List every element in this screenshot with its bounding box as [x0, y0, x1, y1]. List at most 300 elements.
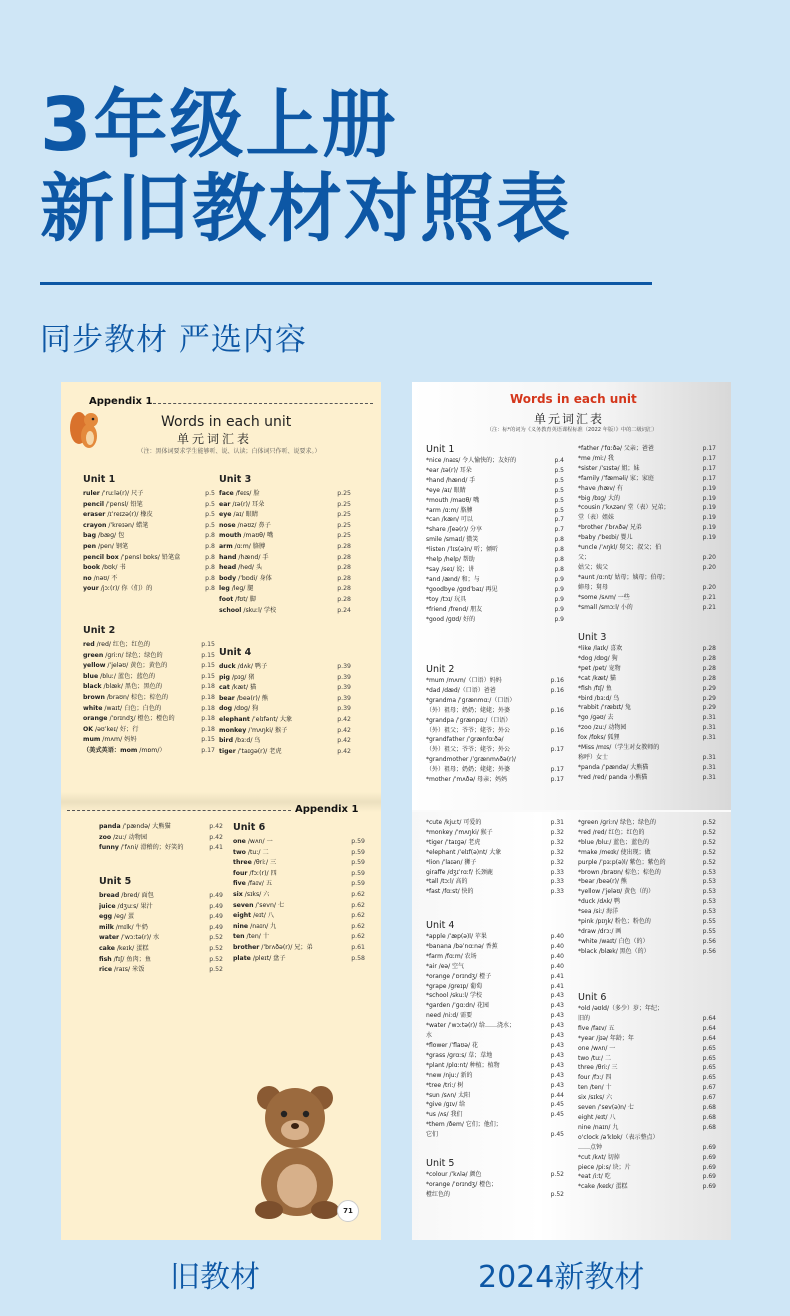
vocab-word: *rabbit /ˈræbɪt/ 兔 [578, 704, 632, 712]
vocab-page: p.55 [702, 927, 716, 935]
vocab-row [578, 1083, 716, 1093]
vocab-row [83, 521, 215, 532]
vocab-row [426, 991, 564, 1001]
vocab-row [578, 533, 716, 543]
vocab-page: p.42 [337, 726, 351, 734]
vocab-row [426, 525, 564, 535]
vocab-row [426, 575, 564, 585]
vocab-word: hand /hænd/ 手 [219, 553, 269, 561]
vocab-row [426, 735, 564, 745]
vocab-word: *big /bɪɡ/ 大的 [578, 494, 620, 502]
new-unit-3 [578, 632, 716, 783]
old-unit-6 [233, 822, 365, 964]
vocab-word: *some /sʌm/ 一些 [578, 593, 630, 601]
vocab-row [578, 1024, 716, 1034]
vocab-row [426, 1170, 564, 1180]
vocab-row [219, 500, 351, 511]
unit-heading: Unit 1 [83, 474, 116, 485]
vocab-row [219, 584, 351, 595]
vocab-word: three /θriː/ 三 [233, 859, 277, 867]
vocab-word: *go /ɡəʊ/ 去 [578, 714, 614, 722]
vocab-page: p.4 [554, 457, 564, 464]
vocab-word: *red /red/ 红色；红色的 [578, 828, 645, 836]
vocab-row [426, 565, 564, 575]
vocab-page: p.42 [209, 833, 223, 841]
vocab-page: p.42 [337, 747, 351, 755]
vocab-word: duck /dʌk/ 鸭子 [219, 663, 268, 670]
vocab-word: cat /kæt/ 猫 [219, 684, 257, 692]
vocab-page: p.68 [702, 1123, 716, 1131]
vocab-page: p.53 [702, 908, 716, 916]
new-note: （注：标*的词为《义务教育英语课程标准（2022 年版）》中的二级词汇） [486, 427, 658, 433]
new-heading-cn: 单元词汇表 [534, 412, 605, 426]
vocab-row [219, 595, 351, 606]
vocab-row [219, 683, 351, 694]
vocab-row [578, 1054, 716, 1064]
vocab-row [233, 922, 365, 933]
vocab-word: *lion /ˈlaɪən/ 狮子 [426, 858, 477, 866]
vocab-word: 水 [426, 1032, 433, 1040]
vocab-page: p.16 [550, 726, 564, 734]
vocab-word: *garden /ˈɡɑːdn/ 花园 [426, 1002, 489, 1010]
vocab-word: *grandfather /ˈɡrænfɑːðə/ [426, 736, 504, 744]
vocab-page: p.52 [702, 819, 716, 826]
vocab-word: head /hed/ 头 [219, 564, 263, 572]
vocab-word: *grape /ɡreɪp/ 葡萄 [426, 982, 483, 990]
vocab-page: p.53 [702, 888, 716, 896]
vocab-page: p.28 [337, 595, 351, 603]
vocab-row [426, 1051, 564, 1061]
vocab-word: two /tuː/ 二 [233, 848, 269, 856]
vocab-word: orange /ˈɒrɪndʒ/ 橙色；橙色的 [83, 715, 175, 723]
caption-new: 2024新教材 [478, 1260, 645, 1295]
vocab-page: p.59 [351, 880, 365, 888]
vocab-page: p.40 [550, 942, 564, 950]
bear-illustration [247, 1082, 349, 1222]
vocab-page: p.5 [205, 500, 215, 508]
vocab-row [426, 775, 564, 785]
vocab-word: eight /eɪt/ 八 [233, 912, 274, 920]
vocab-word: *orange /ˈɒrɪndʒ/ 橙子 [426, 972, 492, 980]
vocab-row [219, 606, 351, 617]
vocab-word: *plant /plɑːnt/ 种植；植物 [426, 1061, 500, 1069]
vocab-row [233, 901, 365, 912]
vocab-row [578, 818, 716, 828]
vocab-word: smile /smaɪl/ 微笑 [426, 536, 479, 544]
vocab-row [83, 725, 215, 736]
vocab-page: p.69 [702, 1143, 716, 1151]
vocab-row [426, 1031, 564, 1041]
vocab-word: *sister /ˈsɪstə/ 姐；妹 [578, 464, 640, 472]
vocab-row [426, 1071, 564, 1081]
vocab-word: *can /kæn/ 可以 [426, 516, 473, 524]
vocab-page: p.52 [702, 848, 716, 856]
vocab-row [83, 651, 215, 662]
vocab-word: *dad /dæd/（口语）爸爸 [426, 686, 496, 694]
vocab-row [83, 714, 215, 725]
vocab-page: p.5 [554, 506, 564, 514]
vocab-row [578, 1004, 716, 1014]
vocab-page: p.65 [702, 1044, 716, 1052]
vocab-page: p.21 [702, 603, 716, 611]
vocab-word: *tiger /ˈtaɪɡə/ 老虎 [426, 838, 481, 846]
vocab-page: p.15 [201, 672, 215, 680]
vocab-page: p.5 [205, 511, 215, 519]
vocab-word: *good /ɡʊd/ 好的 [426, 615, 476, 623]
vocab-page: p.21 [702, 593, 716, 601]
vocab-word: 堂（表）姐妹 [578, 514, 615, 522]
old-heading-cn: 单元词汇表 [177, 432, 253, 446]
vocab-word: bread /bred/ 面包 [99, 892, 154, 899]
vocab-row [578, 1172, 716, 1182]
unit-heading: Unit 6 [233, 822, 266, 833]
vocab-word: tiger /ˈtaɪɡə(r)/ 老虎 [219, 747, 282, 755]
vocab-row [83, 531, 215, 542]
vocab-page: p.43 [550, 1032, 564, 1040]
vocab-word: *uncle /ˈʌŋkl/ 舅父；叔父；伯 [578, 544, 662, 552]
vocab-row [426, 877, 564, 887]
unit-heading: Unit 1 [426, 444, 455, 455]
vocab-word: 姑父；姨父 [578, 563, 609, 571]
vocab-word: *me /miː/ 我 [578, 454, 614, 462]
vocab-page: p.43 [550, 1041, 564, 1049]
vocab-word: nine /naɪn/ 九 [578, 1123, 619, 1131]
vocab-page: p.43 [550, 1012, 564, 1020]
vocab-row [426, 1001, 564, 1011]
vocab-row [578, 937, 716, 947]
vocab-page: p.59 [351, 859, 365, 867]
vocab-page: p.25 [337, 500, 351, 508]
vocab-page: p.69 [702, 1163, 716, 1171]
vocab-row [578, 773, 716, 783]
vocab-page: p.64 [702, 1014, 716, 1022]
vocab-page: p.43 [550, 1022, 564, 1030]
vocab-row [578, 474, 716, 484]
vocab-page: p.39 [337, 705, 351, 713]
vocab-page: p.28 [337, 574, 351, 582]
caption-old: 旧教材 [170, 1260, 260, 1295]
vocab-row [426, 765, 564, 775]
vocab-row [578, 868, 716, 878]
vocab-row [426, 1130, 564, 1140]
vocab-word: face /feɪs/ 脸 [219, 490, 260, 497]
vocab-row [426, 605, 564, 615]
vocab-word: *year /jɪə/ 年龄；年 [578, 1034, 634, 1042]
vocab-page: p.52 [209, 944, 223, 952]
vocab-row [426, 456, 564, 466]
vocab-row [233, 911, 365, 922]
unit-heading: Unit 3 [578, 632, 607, 643]
vocab-page: p.28 [702, 674, 716, 682]
vocab-page: p.31 [702, 734, 716, 742]
vocab-row [83, 500, 215, 511]
vocab-row [578, 743, 716, 753]
vocab-word: *baby /ˈbeɪbi/ 婴儿 [578, 534, 633, 542]
vocab-word: *hand /hænd/ 手 [426, 476, 476, 484]
vocab-row [99, 912, 223, 923]
vocab-page: p.52 [550, 1190, 564, 1198]
vocab-word: one /wʌn/ 一 [578, 1044, 616, 1052]
vocab-page: p.59 [351, 838, 365, 845]
vocab-word: milk /mɪlk/ 牛奶 [99, 923, 148, 931]
vocab-word: *monkey /ˈmʌŋki/ 猴子 [426, 828, 493, 836]
vocab-row [99, 822, 223, 833]
vocab-page: p.31 [702, 763, 716, 771]
vocab-word: *tree /triː/ 树 [426, 1081, 464, 1089]
old-unit-3 [219, 474, 351, 616]
vocab-row [426, 962, 564, 972]
vocab-row [578, 543, 716, 553]
vocab-page: p.17 [702, 445, 716, 452]
vocab-row [219, 715, 351, 726]
appendix-rule [153, 403, 373, 404]
vocab-page: p.8 [554, 556, 564, 564]
vocab-row [426, 1021, 564, 1031]
vocab-row [83, 704, 215, 715]
vocab-page: p.52 [702, 858, 716, 866]
old-unit-5 [99, 876, 223, 976]
vocab-word: funny /ˈfʌni/ 滑稽的；好笑的 [99, 844, 184, 852]
vocab-word: *green /ɡriːn/ 绿色；绿色的 [578, 819, 656, 826]
vocab-word: white /waɪt/ 白色；白色的 [83, 704, 162, 712]
vocab-page: p.9 [554, 585, 564, 593]
vocab-word: 父； [578, 553, 591, 561]
unit-heading: Unit 2 [83, 625, 116, 636]
vocab-word: *pet /pet/ 宠物 [578, 664, 621, 672]
vocab-word: ten /ten/ 十 [578, 1084, 612, 1092]
vocab-word: *orange /ˈɒrɪndʒ/ 橙色； [426, 1180, 498, 1188]
vocab-row [83, 574, 215, 585]
vocab-word: *mother /ˈmʌðə/ 母亲；妈妈 [426, 776, 508, 784]
vocab-page: p.43 [550, 1081, 564, 1089]
vocab-word: arm /ɑːm/ 胳膊 [219, 542, 266, 550]
vocab-row [578, 513, 716, 523]
vocab-word: *make /meɪk/ 使出现；做 [578, 848, 651, 856]
vocab-word: *fish /fɪʃ/ 鱼 [578, 684, 612, 692]
vocab-word: bear /beə(r)/ 熊 [219, 694, 269, 702]
vocab-word: *eat /iːt/ 吃 [578, 1173, 611, 1181]
vocab-word: *bird /bɜːd/ 鸟 [578, 694, 620, 702]
vocab-word: yellow /ˈjeləʊ/ 黄色；黄色的 [83, 662, 168, 670]
vocab-row [426, 1110, 564, 1120]
vocab-word: *grandpa /ˈɡrænpɑː/（口语） [426, 716, 512, 724]
vocab-word: *friend /frend/ 朋友 [426, 605, 483, 613]
page-title-line1: 3年级上册 [40, 82, 398, 168]
vocab-row [83, 735, 215, 746]
vocab-row [578, 553, 716, 563]
vocab-row [578, 694, 716, 704]
vocab-page: p.52 [209, 955, 223, 963]
vocab-page: p.45 [550, 1111, 564, 1119]
vocab-word: *eye /aɪ/ 眼睛 [426, 486, 466, 494]
vocab-word: blue /bluː/ 蓝色；蓝色的 [83, 672, 156, 680]
vocab-page: p.9 [554, 615, 564, 623]
vocab-row [426, 838, 564, 848]
vocab-page: p.16 [550, 677, 564, 684]
vocab-page: p.33 [550, 878, 564, 886]
vocab-word: three /θriː/ 三 [578, 1064, 618, 1072]
vocab-row [99, 833, 223, 844]
vocab-row [578, 887, 716, 897]
vocab-page: p.19 [702, 534, 716, 542]
vocab-row [578, 464, 716, 474]
vocab-row [426, 676, 564, 686]
vocab-page: p.59 [351, 869, 365, 877]
vocab-row [219, 553, 351, 564]
vocab-row [578, 1163, 716, 1173]
vocab-row [578, 1063, 716, 1073]
vocab-row [578, 897, 716, 907]
vocab-word: OK /əʊˈkeɪ/ 好；行 [83, 725, 139, 733]
vocab-word: *cat /kæt/ 猫 [578, 674, 616, 682]
vocab-page: p.25 [337, 511, 351, 519]
old-unit-4 [219, 647, 351, 757]
vocab-page: p.69 [702, 1173, 716, 1181]
vocab-word: school /skuːl/ 学校 [219, 606, 277, 614]
vocab-row [219, 531, 351, 542]
vocab-page: p.33 [550, 888, 564, 896]
vocab-word: 婶母；舅母 [578, 583, 609, 591]
new-unit-1 [426, 444, 564, 624]
vocab-word: 旧的 [578, 1014, 591, 1022]
vocab-row [83, 746, 215, 757]
vocab-page: p.17 [702, 474, 716, 482]
vocab-row [426, 1011, 564, 1021]
vocab-word: *pink /pɪŋk/ 粉色；粉色的 [578, 918, 651, 926]
vocab-page: p.18 [201, 683, 215, 691]
vocab-row [83, 661, 215, 672]
vocab-row [426, 486, 564, 496]
vocab-row [578, 603, 716, 613]
vocab-row [426, 952, 564, 962]
vocab-page: p.31 [550, 819, 564, 826]
vocab-page: p.39 [337, 684, 351, 692]
vocab-page: p.31 [702, 753, 716, 761]
unit-heading: Unit 5 [99, 876, 132, 887]
vocab-word: *family /ˈfæməli/ 家；家庭 [578, 474, 654, 482]
vocab-row [426, 476, 564, 486]
vocab-row [83, 693, 215, 704]
vocab-row [578, 1034, 716, 1044]
new-unit-4 [426, 920, 564, 1140]
vocab-page: p.39 [337, 663, 351, 670]
vocab-page: p.9 [554, 595, 564, 603]
appendix-rule-2 [67, 810, 291, 811]
vocab-row [426, 535, 564, 545]
vocab-word: *ear /ɪə(r)/ 耳朵 [426, 466, 472, 474]
vocab-word: *aunt /ɑːnt/ 姑母；姨母；伯母； [578, 573, 669, 581]
vocab-page: p.64 [702, 1024, 716, 1032]
vocab-page: p.8 [205, 532, 215, 540]
vocab-page: p.8 [205, 542, 215, 550]
vocab-page: p.28 [702, 654, 716, 662]
vocab-page: p.32 [550, 838, 564, 846]
vocab-word: panda /ˈpændə/ 大熊猫 [99, 823, 171, 830]
vocab-row [578, 838, 716, 848]
vocab-page: p.69 [702, 1153, 716, 1161]
vocab-page: p.28 [337, 564, 351, 572]
vocab-word: *water /ˈwɔːtə(r)/ 给……浇水； [426, 1022, 516, 1030]
vocab-page: p.19 [702, 484, 716, 492]
vocab-word: green /ɡriːn/ 绿色；绿色的 [83, 651, 163, 659]
vocab-row [426, 585, 564, 595]
vocab-row [578, 753, 716, 763]
vocab-page: p.44 [550, 1091, 564, 1099]
vocab-word: *fast /fɑːst/ 快的 [426, 888, 474, 896]
vocab-row [219, 673, 351, 684]
vocab-row [578, 593, 716, 603]
unit-heading: Unit 4 [219, 647, 252, 658]
vocab-word: （外）祖母；奶奶；姥姥；外婆 [426, 766, 511, 774]
vocab-row [83, 584, 215, 595]
vocab-page: p.31 [702, 724, 716, 732]
vocab-row [233, 837, 365, 848]
vocab-word: *red /red/ panda 小熊猫 [578, 773, 648, 781]
vocab-page: p.25 [337, 490, 351, 497]
vocab-page: p.17 [702, 454, 716, 462]
new-unit-1-cont [578, 444, 716, 612]
vocab-word: six /sɪks/ 六 [233, 890, 270, 898]
vocab-word: one /wʌn/ 一 [233, 838, 273, 845]
vocab-page: p.59 [351, 848, 365, 856]
unit-heading: Unit 5 [426, 1158, 455, 1169]
vocab-row [99, 944, 223, 955]
vocab-page: p.62 [351, 922, 365, 930]
vocab-row [578, 723, 716, 733]
vocab-page: p.39 [337, 694, 351, 702]
vocab-page: p.19 [702, 514, 716, 522]
vocab-page: p.17 [201, 746, 215, 754]
vocab-row [233, 879, 365, 890]
vocab-row [578, 763, 716, 773]
vocab-row [426, 466, 564, 476]
vocab-page: p.40 [550, 952, 564, 960]
vocab-row [578, 583, 716, 593]
vocab-row [578, 907, 716, 917]
vocab-word: 它们 [426, 1131, 439, 1139]
vocab-row [578, 644, 716, 654]
vocab-row [99, 891, 223, 902]
vocab-word: seven /ˈsevn/ 七 [233, 901, 285, 909]
vocab-word: *apple /ˈæp(ə)l/ 苹果 [426, 933, 487, 940]
vocab-row [83, 640, 215, 651]
vocab-word: *cousin /ˈkʌzən/ 堂（表）兄弟； [578, 504, 670, 512]
vocab-page: p.5 [205, 490, 215, 497]
vocab-page: p.28 [702, 645, 716, 652]
vocab-word: monkey /ˈmʌŋki/ 猴子 [219, 726, 288, 734]
vocab-page: p.65 [702, 1054, 716, 1062]
vocab-page: p.32 [550, 828, 564, 836]
vocab-row [426, 595, 564, 605]
vocab-word: giraffe /dʒɪˈrɑːf/ 长颈鹿 [426, 868, 493, 876]
vocab-word: （外）祖父；爷爷；姥爷；外公 [426, 726, 511, 734]
vocab-word: your /jɔː(r)/ 你（们）的 [83, 585, 153, 593]
vocab-word: *grass /ɡrɑːs/ 草；草地 [426, 1051, 493, 1059]
vocab-word: *say /seɪ/ 说；讲 [426, 565, 475, 573]
vocab-page: p.45 [550, 1131, 564, 1139]
vocab-page: p.32 [550, 858, 564, 866]
vocab-page: p.52 [209, 966, 223, 974]
vocab-page: p.19 [702, 494, 716, 502]
vocab-row [83, 563, 215, 574]
vocab-word: （外）祖母；奶奶；姥姥；外婆 [426, 706, 511, 714]
vocab-word: mum /mʌm/ 妈妈 [83, 736, 137, 744]
vocab-word: *sun /sʌn/ 太阳 [426, 1091, 471, 1099]
vocab-word: need /niːd/ 需要 [426, 1012, 473, 1020]
vocab-page: p.15 [201, 736, 215, 744]
vocab-row [426, 716, 564, 726]
vocab-row [99, 965, 223, 976]
